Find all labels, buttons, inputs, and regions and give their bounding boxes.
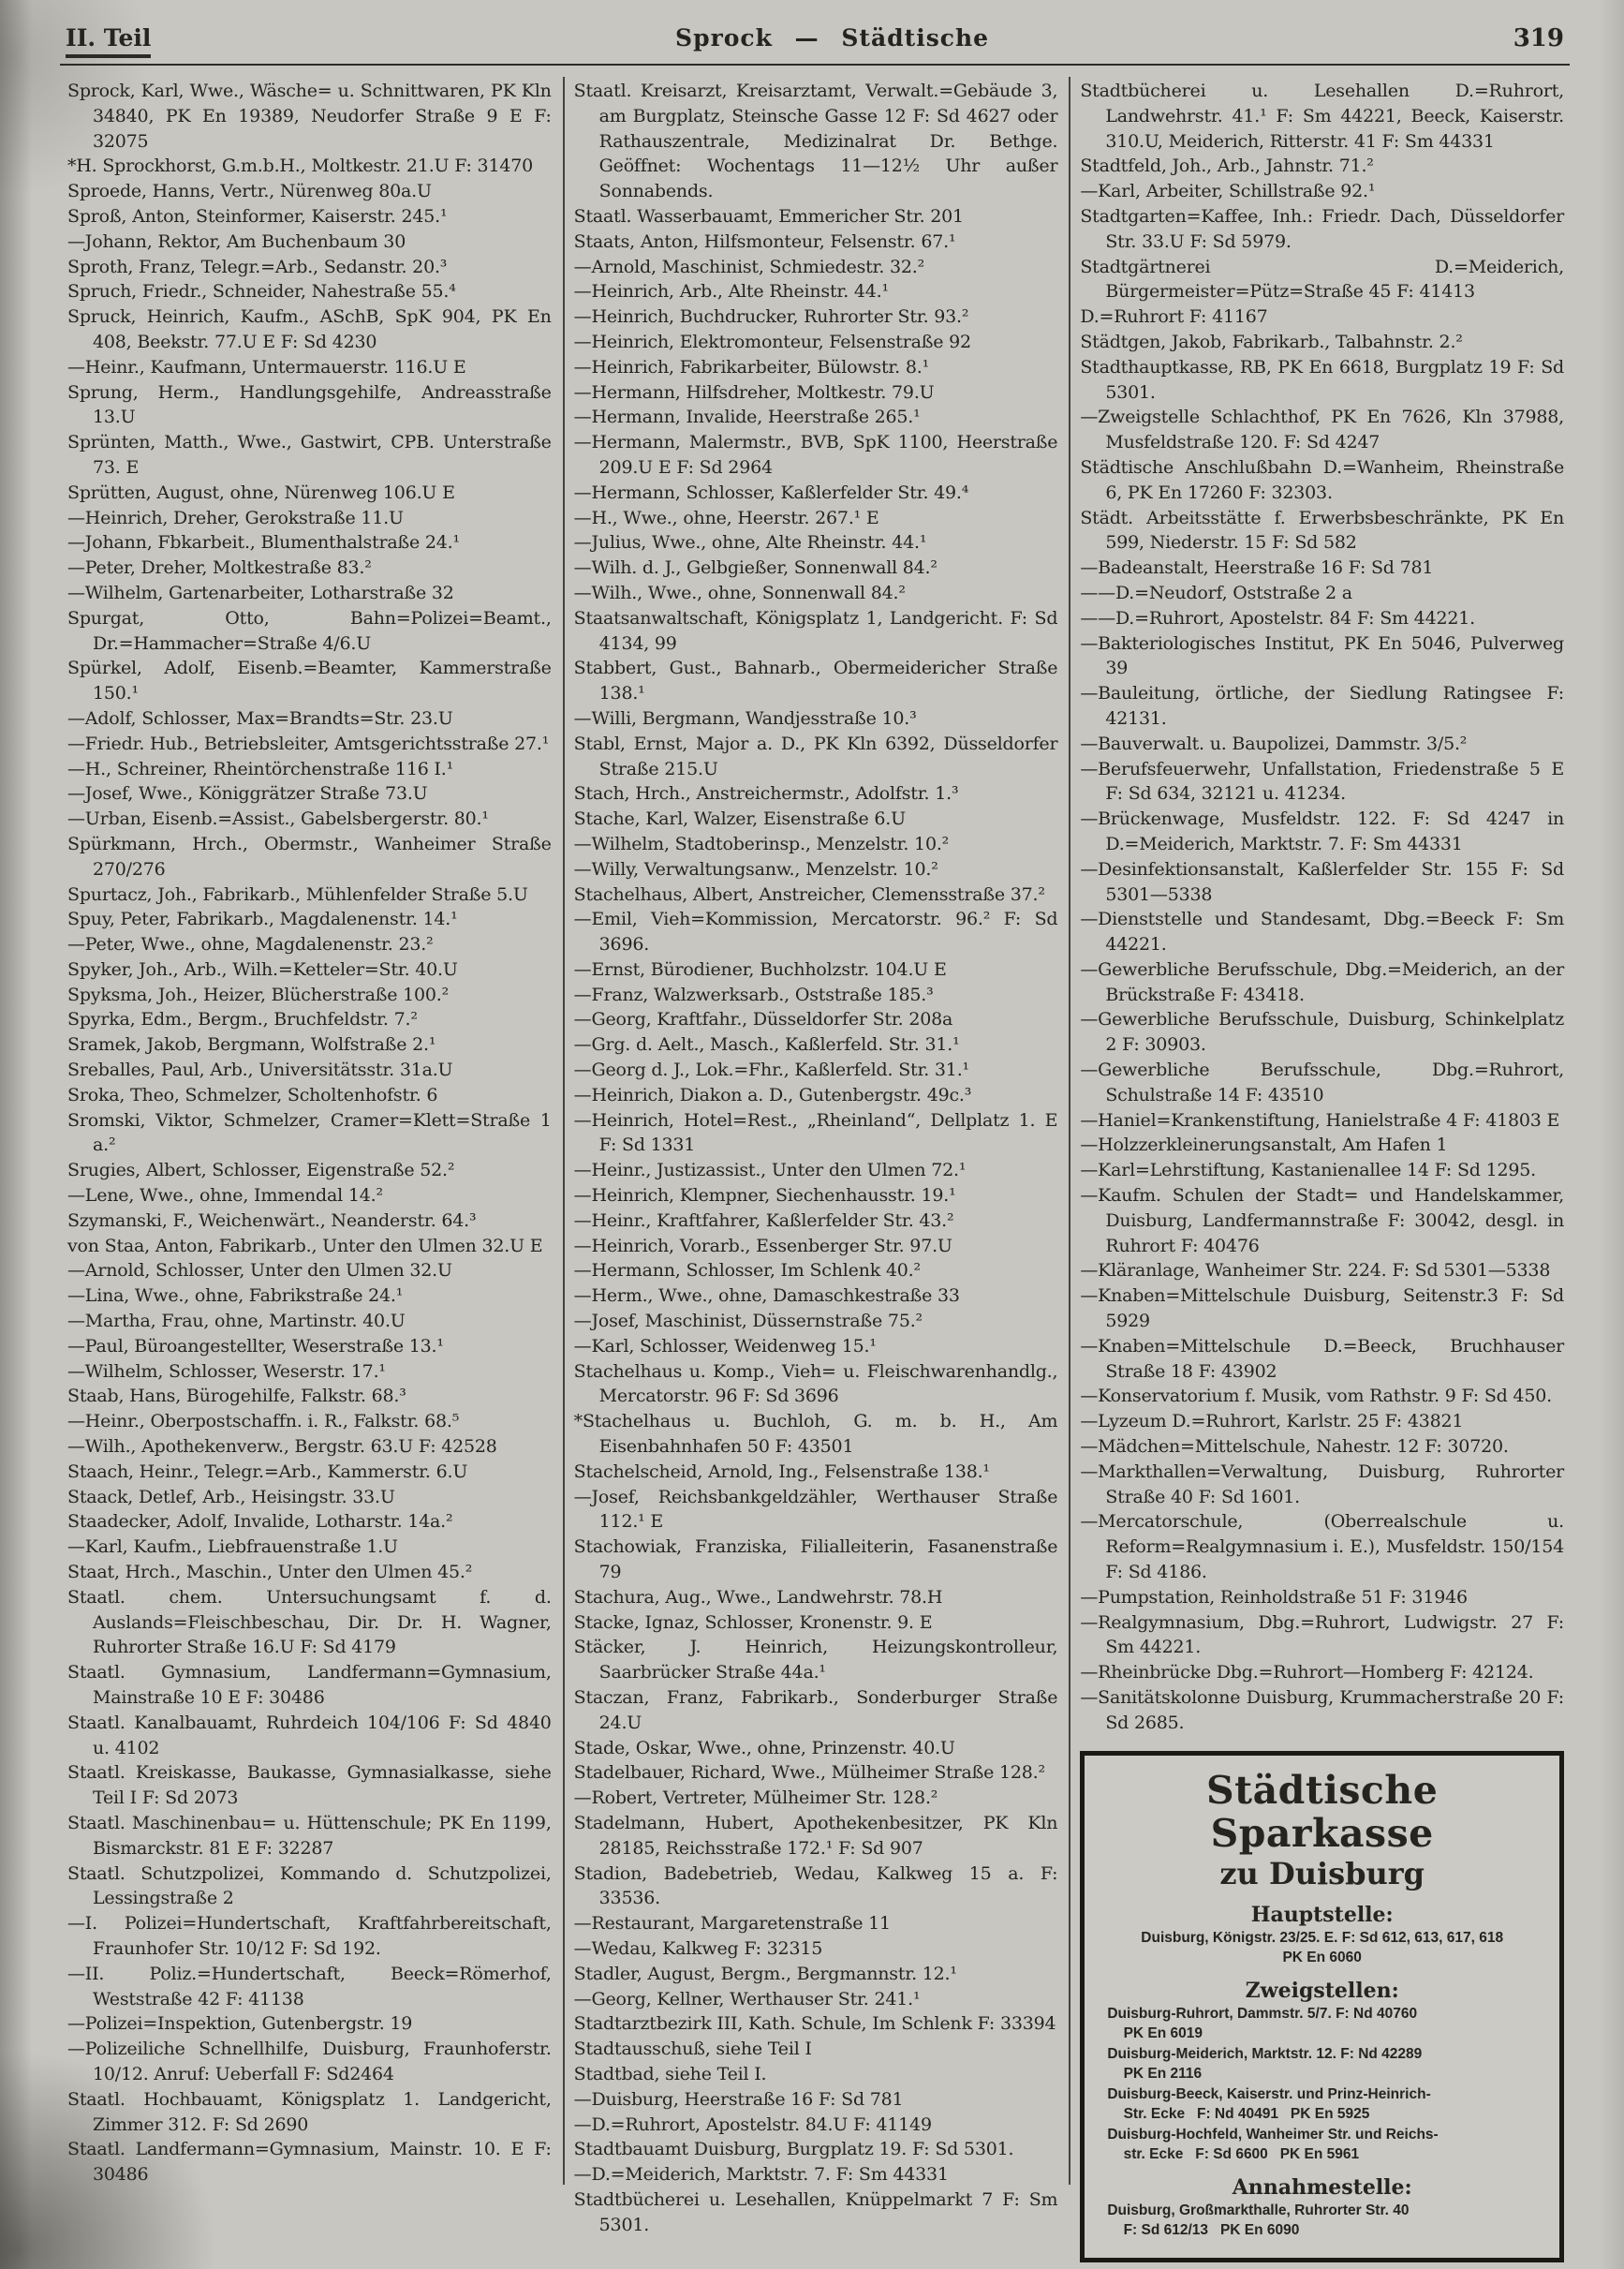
ad-line: Duisburg-Meiderich, Marktstr. 12. F: Nd 42289 xyxy=(1107,2045,1423,2062)
directory-entry: —Karl, Schlosser, Weidenweg 15.¹ xyxy=(573,1335,877,1357)
ad-group xyxy=(1098,1902,1546,1968)
directory-entry: Sreballes, Paul, Arb., Universitätsstr. 31a.U xyxy=(67,1060,453,1081)
directory-entry: —Hermann, Hilfsdreher, Moltkestr. 79.U xyxy=(573,381,935,403)
directory-entry: Stabbert, Gust., Bahnarb., Obermeidericher Straße 138.¹ xyxy=(573,658,1058,704)
directory-entry: Staatl. Wasserbauamt, Emmericher Str. 201 xyxy=(573,205,964,227)
directory-entry: —D.=Ruhrort, Apostelstr. 84.U F: 41149 xyxy=(573,2113,932,2135)
directory-entry: —Ernst, Bürodiener, Buchholzstr. 104.U E xyxy=(573,958,947,980)
directory-entry: Städtische Anschlußbahn D.=Wanheim, Rheinstraße 6, PK En 17260 F: 32303. xyxy=(1080,456,1565,503)
directory-entry: Staatl. Maschinenbau= u. Hüttenschule; PK En 1199, Bismarckstr. 81 E F: 32287 xyxy=(67,1812,552,1859)
directory-entry: Stadtgarten=Kaffee, Inh.: Friedr. Dach, Düsseldorfer Str. 33.U F: Sd 5979. xyxy=(1080,205,1565,252)
directory-entry: Stachelhaus, Albert, Anstreicher, Clemensstraße 37.² xyxy=(573,883,1045,905)
directory-entry: —Robert, Vertreter, Mülheimer Str. 128.² xyxy=(573,1787,938,1809)
directory-entry: —Gewerbliche Berufsschule, Duisburg, Schinkelplatz 2 F: 30903. xyxy=(1080,1009,1565,1056)
directory-entry: Stadtfeld, Joh., Arb., Jahnstr. 71.² xyxy=(1080,156,1374,177)
directory-entry: —Arnold, Schlosser, Unter den Ulmen 32.U xyxy=(67,1260,452,1282)
part-label: II. Teil xyxy=(66,24,151,58)
directory-entry: Stache, Karl, Walzer, Eisenstraße 6.U xyxy=(573,808,906,830)
directory-entry: —Paul, Büroangestellter, Weserstraße 13.¹ xyxy=(67,1335,444,1357)
directory-entry: Stade, Oskar, Wwe., ohne, Prinzenstr. 40.U xyxy=(573,1737,955,1758)
directory-entry: Sproth, Franz, Telegr.=Arb., Sedanstr. 20.³ xyxy=(67,256,448,277)
page-number: 319 xyxy=(1513,24,1564,52)
directory-entry: Stach, Hrch., Anstreichermstr., Adolfstr. 1.³ xyxy=(573,783,959,805)
directory-columns xyxy=(0,66,1624,2239)
directory-entry: —H., Schreiner, Rheintörchenstraße 116 I.¹ xyxy=(67,758,453,779)
directory-entry: —Arnold, Maschinist, Schmiedestr. 32.² xyxy=(573,256,925,277)
directory-entry: —Wilhelm, Schlosser, Weserstr. 17.¹ xyxy=(67,1360,386,1382)
directory-entry: Spürkmann, Hrch., Obermstr., Wanheimer Straße 270/276 xyxy=(67,833,552,880)
directory-entry: —Karl=Lehrstiftung, Kastanienallee 14 F: Sd 1295. xyxy=(1080,1160,1536,1181)
column-3 xyxy=(1070,75,1575,2239)
directory-entry: Stadtbad, siehe Teil I. xyxy=(573,2063,767,2084)
directory-entry: —Josef, Wwe., Königgrätzer Straße 73.U xyxy=(67,783,428,805)
directory-entry: Spyker, Joh., Arb., Wilh.=Ketteler=Str. 40.U xyxy=(67,958,458,980)
directory-entry: —Heinr., Kaufmann, Untermauerstr. 116.U E xyxy=(67,356,466,378)
directory-entry: ——D.=Ruhrort, Apostelstr. 84 F: Sm 44221. xyxy=(1080,607,1475,629)
directory-entry: Sprung, Herm., Handlungsgehilfe, Andreasstraße 13.U xyxy=(67,381,552,428)
ad-line: PK En 6019 xyxy=(1107,2025,1203,2042)
directory-entry: —Polizei=Inspektion, Gutenbergstr. 19 xyxy=(67,2013,413,2035)
directory-entry: —Wedau, Kalkweg F: 32315 xyxy=(573,1937,823,1959)
directory-entry: —Franz, Walzwerksarb., Oststraße 185.³ xyxy=(573,984,934,1005)
ad-group xyxy=(1098,2174,1546,2241)
directory-entry: —Lina, Wwe., ohne, Fabrikstraße 24.¹ xyxy=(67,1285,404,1307)
directory-entry: —Brückenwage, Musfeldstr. 122. F: Sd 4247 in D.=Meiderich, Marktstr. 7. F: Sm 44331 xyxy=(1080,808,1565,854)
directory-entry: —Heinrich, Vorarb., Essenberger Str. 97.U xyxy=(573,1235,952,1256)
directory-entry: Spruck, Heinrich, Kaufm., ASchB, SpK 904, PK En 408, Beekstr. 77.U E F: Sd 4230 xyxy=(67,306,552,352)
directory-entry: Spuy, Peter, Fabrikarb., Magdalenenstr. 14.¹ xyxy=(67,909,458,930)
directory-entry: —I. Polizei=Hundertschaft, Kraftfahrbereitschaft, Fraunhofer Str. 10/12 F: Sd 192. xyxy=(67,1913,552,1959)
directory-entry: —Polizeiliche Schnellhilfe, Duisburg, Fraunhoferstr. 10/12. Anruf: Ueberfall F: Sd2464 xyxy=(67,2039,552,2084)
running-title: Sprock — Städtische xyxy=(675,24,990,52)
directory-entry: —Urban, Eisenb.=Assist., Gabelsbergerstr. 80.¹ xyxy=(67,808,489,830)
directory-entry: Sproß, Anton, Steinformer, Kaiserstr. 245.¹ xyxy=(67,205,448,227)
ad-line: F: Sd 612/13 PK En 6090 xyxy=(1107,2222,1300,2239)
directory-entry: Staatl. Landfermann=Gymnasium, Mainstr. 10. E F: 30486 xyxy=(67,2139,552,2186)
column-1 xyxy=(58,75,563,2185)
directory-entry: —Pumpstation, Reinholdstraße 51 F: 31946 xyxy=(1080,1586,1468,1608)
directory-entry: —Bakteriologisches Institut, PK En 5046, Pulverweg 39 xyxy=(1080,632,1565,679)
directory-entry: Staatl. Gymnasium, Landfermann=Gymnasium, Mainstraße 10 E F: 30486 xyxy=(67,1662,552,1708)
directory-entry: —Dienststelle und Standesamt, Dbg.=Beeck F: Sm 44221. xyxy=(1080,909,1565,956)
directory-entry: Stacke, Ignaz, Schlosser, Kronenstr. 9. E xyxy=(573,1611,933,1633)
directory-entry: Stadtarztbezirk III, Kath. Schule, Im Schlenk F: 33394 xyxy=(573,2013,1056,2035)
directory-entry: —Peter, Wwe., ohne, Magdalenenstr. 23.² xyxy=(67,934,434,956)
directory-entry: Szymanski, F., Weichenwärt., Neanderstr. 64.³ xyxy=(67,1209,477,1231)
directory-entry: —Hermann, Schlosser, Kaßlerfelder Str. 49.⁴ xyxy=(573,482,969,503)
directory-entry: —Josef, Maschinist, Düssernstraße 75.² xyxy=(573,1311,923,1332)
directory-entry: Stadtbücherei u. Lesehallen, Knüppelmarkt 7 F: Sm 5301. xyxy=(573,2188,1058,2235)
directory-entry: —Heinrich, Klempner, Siechenhausstr. 19.¹ xyxy=(573,1185,956,1207)
directory-entry: Städt. Arbeitsstätte f. Erwerbsbeschränkte, PK En 599, Niederstr. 15 F: Sd 582 xyxy=(1080,507,1565,554)
directory-entry: Stadtgärtnerei D.=Meiderich, Bürgermeister=Pütz=Straße 45 F: 41413 xyxy=(1080,256,1565,303)
ad-line: Duisburg-Hochfeld, Wanheimer Str. und Reichs- xyxy=(1107,2126,1439,2143)
directory-entry: Sprütten, August, ohne, Nürenweg 106.U E xyxy=(67,482,455,503)
directory-entry: Spyrka, Edm., Bergm., Bruchfeldstr. 7.² xyxy=(67,1009,418,1031)
ad-title: Städtische Sparkasse xyxy=(1206,1767,1439,1856)
directory-entry: D.=Ruhrort F: 41167 xyxy=(1080,306,1268,328)
ad-group xyxy=(1098,1978,1546,2165)
directory-entry: Staatl. Kreisarzt, Kreisarztamt, Verwalt.=Gebäude 3, am Burgplatz, Steinsche Gasse 12 F: Sd 4627 oder Rathauszentrale, Medizinalrat Dr. Bethge. Geöffnet: Wochentags 11—12½ Uhr außer Sonnabends. xyxy=(573,81,1058,202)
ad-line: Duisburg, Großmarkthalle, Ruhrorter Str. 40 xyxy=(1107,2202,1410,2218)
directory-entry: Staatl. chem. Untersuchungsamt f. d. Auslands=Fleischbeschau, Dir. Dr. H. Wagner, Ruhrorter Straße 16.U F: Sd 4179 xyxy=(67,1586,552,1658)
directory-entry: Spruch, Friedr., Schneider, Nahestraße 55.⁴ xyxy=(67,281,456,303)
directory-entry: —Georg d. J., Lok.=Fhr., Kaßlerfeld. Str. 31.¹ xyxy=(573,1060,969,1081)
directory-entry: —Zweigstelle Schlachthof, PK En 7626, Kln 37988, Musfeldstraße 120. F: Sd 4247 xyxy=(1080,407,1565,453)
directory-entry: Stachelhaus u. Komp., Vieh= u. Fleischwarenhandlg., Mercatorstr. 96 F: Sd 3696 xyxy=(573,1360,1058,1407)
directory-entry: Stachelscheid, Arnold, Ing., Felsenstraße 138.¹ xyxy=(573,1461,990,1482)
directory-entry: —Wilh., Apothekenverw., Bergstr. 63.U F: 42528 xyxy=(67,1436,497,1458)
directory-entry: Staat, Hrch., Maschin., Unter den Ulmen 45.² xyxy=(67,1562,473,1583)
directory-entry: —Heinrich, Elektromonteur, Felsenstraße 92 xyxy=(573,331,971,352)
directory-entry: —Hermann, Malermstr., BVB, SpK 1100, Heerstraße 209.U E F: Sd 2964 xyxy=(573,432,1058,478)
directory-entry: Sprünten, Matth., Wwe., Gastwirt, CPB. Unterstraße 73. E xyxy=(67,432,552,478)
directory-entry: Stadler, August, Bergm., Bergmannstr. 12.¹ xyxy=(573,1963,957,1984)
directory-entry: —Badeanstalt, Heerstraße 16 F: Sd 781 xyxy=(1080,557,1434,579)
directory-entry: Stadion, Badebetrieb, Wedau, Kalkweg 15 a. F: 33536. xyxy=(573,1862,1058,1909)
directory-entry: —Adolf, Schlosser, Max=Brandts=Str. 23.U xyxy=(67,707,453,729)
directory-entry: von Staa, Anton, Fabrikarb., Unter den Ulmen 32.U E xyxy=(67,1235,543,1256)
directory-entry: —Mercatorschule, (Oberrealschule u. Reform=Realgymnasium i. E.), Musfeldstr. 150/154 F: Sd 4186. xyxy=(1080,1511,1565,1583)
directory-entry: —II. Poliz.=Hundertschaft, Beeck=Römerhof, Weststraße 42 F: 41138 xyxy=(67,1963,552,2009)
directory-entry: —Heinrich, Dreher, Gerokstraße 11.U xyxy=(67,507,404,528)
directory-entry: —Martha, Frau, ohne, Martinstr. 40.U xyxy=(67,1311,406,1332)
directory-entry: —Karl, Kaufm., Liebfrauenstraße 1.U xyxy=(67,1536,398,1558)
directory-entry: Staach, Heinr., Telegr.=Arb., Kammerstr. 6.U xyxy=(67,1461,468,1482)
directory-entry: Stadtbücherei u. Lesehallen D.=Ruhrort, Landwehrstr. 41.¹ F: Sm 44221, Beeck, Kaiserstr. 310.U, Meiderich, Ritterstr. 41 F: Sm 44331 xyxy=(1080,81,1565,152)
directory-entry: Staatl. Kreiskasse, Baukasse, Gymnasialkasse, siehe Teil I F: Sd 2073 xyxy=(67,1762,552,1809)
directory-entry: Stadtausschuß, siehe Teil I xyxy=(573,2039,812,2060)
ad-line: Duisburg, Königstr. 23/25. E. F: Sd 612, 613, 617, 618 xyxy=(1141,1929,1504,1946)
directory-entry: —D.=Meiderich, Marktstr. 7. F: Sm 44331 xyxy=(573,2164,949,2186)
directory-entry: Stäcker, J. Heinrich, Heizungskontrolleur, Saarbrücker Straße 44a.¹ xyxy=(573,1637,1058,1683)
directory-entry: —Johann, Rektor, Am Buchenbaum 30 xyxy=(67,230,406,252)
directory-entry: Spyksma, Joh., Heizer, Blücherstraße 100.² xyxy=(67,984,450,1005)
directory-entry: Stadelmann, Hubert, Apothekenbesitzer, PK Kln 28185, Reichsstraße 172.¹ F: Sd 907 xyxy=(573,1812,1058,1859)
directory-entry: —Knaben=Mittelschule Duisburg, Seitenstr.3 F: Sd 5929 xyxy=(1080,1285,1565,1332)
page-header xyxy=(0,0,1624,64)
directory-entry: Stabl, Ernst, Major a. D., PK Kln 6392, Düsseldorfer Straße 215.U xyxy=(573,733,1058,779)
directory-entry: —H., Wwe., ohne, Heerstr. 267.¹ E xyxy=(573,507,879,528)
directory-entry: —Heinr., Kraftfahrer, Kaßlerfelder Str. 43.² xyxy=(573,1209,954,1231)
directory-entry: Staczan, Franz, Fabrikarb., Sonderburger Straße 24.U xyxy=(573,1687,1058,1733)
directory-entry: Sromski, Viktor, Schmelzer, Cramer=Klett=Straße 1 a.² xyxy=(67,1109,552,1156)
directory-entry: Sprock, Karl, Wwe., Wäsche= u. Schnittwaren, PK Kln 34840, PK En 19389, Neudorfer Straße 9 E F: 32075 xyxy=(67,81,552,152)
directory-entry: Staatl. Schutzpolizei, Kommando d. Schutzpolizei, Lessingstraße 2 xyxy=(67,1862,552,1909)
directory-entry: —Georg, Kellner, Werthauser Str. 241.¹ xyxy=(573,1988,921,2009)
directory-entry: —Wilhelm, Stadtoberinsp., Menzelstr. 10.² xyxy=(573,833,950,854)
directory-entry: Srugies, Albert, Schlosser, Eigenstraße 52.² xyxy=(67,1160,455,1181)
directory-entry: —Peter, Dreher, Moltkestraße 83.² xyxy=(67,557,372,579)
directory-entry: —Realgymnasium, Dbg.=Ruhrort, Ludwigstr. 27 F: Sm 44221. xyxy=(1080,1611,1565,1658)
directory-entry: —Heinrich, Arb., Alte Rheinstr. 44.¹ xyxy=(573,281,889,303)
directory-entry: —Friedr. Hub., Betriebsleiter, Amtsgerichtsstraße 27.¹ xyxy=(67,733,550,754)
directory-entry: —Sanitätskolonne Duisburg, Krummacherstraße 20 F: Sd 2685. xyxy=(1080,1687,1565,1733)
directory-entry: —Mädchen=Mittelschule, Nahestr. 12 F: 30720. xyxy=(1080,1436,1509,1458)
directory-entry: Sroka, Theo, Schmelzer, Scholtenhofstr. 6 xyxy=(67,1084,438,1105)
directory-entry: Staadecker, Adolf, Invalide, Lotharstr. 14a.² xyxy=(67,1511,453,1533)
directory-entry: —Heinrich, Fabrikarbeiter, Bülowstr. 8.¹ xyxy=(573,356,930,378)
directory-entry: Stadtbauamt Duisburg, Burgplatz 19. F: Sd 5301. xyxy=(573,2139,1014,2160)
directory-entry: —Emil, Vieh=Kommission, Mercatorstr. 96.² F: Sd 3696. xyxy=(573,909,1058,956)
directory-entry: —Lene, Wwe., ohne, Immendal 14.² xyxy=(67,1185,383,1207)
directory-entry: Spurgat, Otto, Bahn=Polizei=Beamt., Dr.=Hammacher=Straße 4/6.U xyxy=(67,607,552,654)
directory-entry: —Heinrich, Diakon a. D., Gutenbergstr. 49c.³ xyxy=(573,1084,972,1105)
directory-entry: —Knaben=Mittelschule D.=Beeck, Bruchhauser Straße 18 F: 43902 xyxy=(1080,1335,1565,1382)
directory-entry: Spurtacz, Joh., Fabrikarb., Mühlenfelder Straße 5.U xyxy=(67,883,528,905)
directory-entry: —Desinfektionsanstalt, Kaßlerfelder Str. 155 F: Sd 5301—5338 xyxy=(1080,858,1565,905)
ad-subtitle: zu Duisburg xyxy=(1219,1855,1425,1891)
ad-group-label: Hauptstelle: xyxy=(1250,1902,1394,1927)
directory-entry: *Stachelhaus u. Buchloh, G. m. b. H., Am Eisenbahnhafen 50 F: 43501 xyxy=(573,1411,1058,1458)
directory-entry: —Markthallen=Verwaltung, Duisburg, Ruhrorter Straße 40 F: Sd 1601. xyxy=(1080,1461,1565,1507)
directory-entry: Staats, Anton, Hilfsmonteur, Felsenstr. 67.¹ xyxy=(573,230,956,252)
ad-line: Duisburg-Ruhrort, Dammstr. 5/7. F: Nd 40760 xyxy=(1107,2005,1418,2022)
directory-entry: —Kläranlage, Wanheimer Str. 224. F: Sd 5301—5338 xyxy=(1080,1260,1551,1282)
directory-entry: *H. Sprockhorst, G.m.b.H., Moltkestr. 21.U F: 31470 xyxy=(67,156,533,177)
directory-entry: —Julius, Wwe., ohne, Alte Rheinstr. 44.¹ xyxy=(573,532,927,554)
directory-entry: —Holzzerkleinerungsanstalt, Am Hafen 1 xyxy=(1080,1134,1448,1156)
directory-entry: —Heinrich, Hotel=Rest., „Rheinland“, Dellplatz 1. E F: Sd 1331 xyxy=(573,1109,1058,1156)
directory-entry: —Grg. d. Aelt., Masch., Kaßlerfeld. Str. 31.¹ xyxy=(573,1034,960,1056)
directory-entry: —Gewerbliche Berufsschule, Dbg.=Meiderich, an der Brückstraße F: 43418. xyxy=(1080,958,1565,1005)
directory-entry: —Bauleitung, örtliche, der Siedlung Ratingsee F: 42131. xyxy=(1080,683,1565,729)
ad-group-label: Annahmestelle: xyxy=(1232,2174,1412,2200)
ad-line: PK En 2116 xyxy=(1107,2066,1203,2083)
directory-entry: —Bauverwalt. u. Baupolizei, Dammstr. 3/5.² xyxy=(1080,733,1468,754)
column-2-entries xyxy=(574,79,1058,2238)
directory-entry: —Georg, Kraftfahr., Düsseldorfer Str. 208a xyxy=(573,1009,953,1031)
directory-entry: —Gewerbliche Berufsschule, Dbg.=Ruhrort, Schulstraße 14 F: 43510 xyxy=(1080,1060,1565,1105)
directory-entry: Stadelbauer, Richard, Wwe., Mülheimer Straße 128.² xyxy=(573,1762,1045,1784)
directory-entry: —Berufsfeuerwehr, Unfallstation, Friedenstraße 5 E F: Sd 634, 32121 u. 41234. xyxy=(1080,758,1565,805)
directory-entry: —Lyzeum D.=Ruhrort, Karlstr. 25 F: 43821 xyxy=(1080,1411,1464,1432)
directory-entry: —Wilh., Wwe., ohne, Sonnenwall 84.² xyxy=(573,582,906,603)
directory-entry: —Restaurant, Margaretenstraße 11 xyxy=(573,1913,891,1935)
directory-entry: —Hermann, Invalide, Heerstraße 265.¹ xyxy=(573,407,921,428)
column-1-entries xyxy=(67,79,552,2187)
directory-entry: —Heinrich, Buchdrucker, Ruhrorter Str. 93.² xyxy=(573,306,969,328)
directory-entry: —Rheinbrücke Dbg.=Ruhrort—Homberg F: 42124. xyxy=(1080,1662,1534,1683)
directory-entry: Städtgen, Jakob, Fabrikarb., Talbahnstr. 2.² xyxy=(1080,331,1463,352)
directory-entry: —Kaufm. Schulen der Stadt= und Handelskammer, Duisburg, Landfermannstraße F: 30042, desgl. in Ruhrort F: 40476 xyxy=(1080,1185,1565,1256)
directory-entry: Staack, Detlef, Arb., Heisingstr. 33.U xyxy=(67,1486,395,1507)
directory-entry: Staatsanwaltschaft, Königsplatz 1, Landgericht. F: Sd 4134, 99 xyxy=(573,607,1058,654)
directory-entry: —Willy, Verwaltungsanw., Menzelstr. 10.² xyxy=(573,858,938,880)
directory-entry: —Karl, Arbeiter, Schillstraße 92.¹ xyxy=(1080,181,1376,202)
directory-entry: —Johann, Fbkarbeit., Blumenthalstraße 24.¹ xyxy=(67,532,460,554)
ad-line: Duisburg-Beeck, Kaiserstr. und Prinz-Heinrich- xyxy=(1107,2085,1431,2102)
ad-line: str. Ecke F: Sd 6600 PK En 5961 xyxy=(1107,2146,1360,2163)
directory-entry: Stachura, Aug., Wwe., Landwehrstr. 78.H xyxy=(573,1586,943,1608)
ad-line: Str. Ecke F: Nd 40491 PK En 5925 xyxy=(1107,2106,1370,2123)
directory-entry: —Herm., Wwe., ohne, Damaschkestraße 33 xyxy=(573,1285,960,1307)
directory-entry: —Duisburg, Heerstraße 16 F: Sd 781 xyxy=(573,2088,904,2110)
directory-entry: —Willi, Bergmann, Wandjesstraße 10.³ xyxy=(573,707,917,729)
column-3-entries xyxy=(1080,79,1564,1736)
directory-entry: Stadthauptkasse, RB, PK En 6618, Burgplatz 19 F: Sd 5301. xyxy=(1080,356,1565,403)
sparkasse-ad xyxy=(1080,1751,1564,2262)
directory-entry: —Konservatorium f. Musik, vom Rathstr. 9 F: Sd 450. xyxy=(1080,1386,1552,1407)
directory-entry: —Josef, Reichsbankgeldzähler, Werthauser Straße 112.¹ E xyxy=(573,1486,1058,1533)
ad-groups xyxy=(1098,1902,1546,2241)
directory-entry: —Wilh. d. J., Gelbgießer, Sonnenwall 84.² xyxy=(573,557,937,579)
directory-entry: Stachowiak, Franziska, Filialleiterin, Fasanenstraße 79 xyxy=(573,1536,1058,1583)
column-2 xyxy=(565,75,1070,2235)
directory-entry: —Heinr., Oberpostschaffn. i. R., Falkstr. 68.⁵ xyxy=(67,1411,460,1432)
ad-group-label: Zweigstellen: xyxy=(1245,1978,1399,2003)
directory-entry: Sproede, Hanns, Vertr., Nürenweg 80a.U xyxy=(67,181,432,202)
directory-entry: Staatl. Hochbauamt, Königsplatz 1. Landgericht, Zimmer 312. F: Sd 2690 xyxy=(67,2088,552,2135)
directory-entry: —Hermann, Schlosser, Im Schlenk 40.² xyxy=(573,1260,921,1282)
directory-entry: Sramek, Jakob, Bergmann, Wolfstraße 2.¹ xyxy=(67,1034,436,1056)
directory-entry: —Haniel=Krankenstiftung, Hanielstraße 4 F: 41803 E xyxy=(1080,1109,1560,1131)
directory-entry: Staab, Hans, Bürogehilfe, Falkstr. 68.³ xyxy=(67,1386,406,1407)
directory-entry: ——D.=Neudorf, Oststraße 2 a xyxy=(1080,582,1352,603)
ad-line: PK En 6060 xyxy=(1282,1950,1362,1966)
directory-entry: —Wilhelm, Gartenarbeiter, Lotharstraße 32 xyxy=(67,582,454,603)
directory-entry: Staatl. Kanalbauamt, Ruhrdeich 104/106 F: Sd 4840 u. 4102 xyxy=(67,1712,552,1758)
directory-entry: Spürkel, Adolf, Eisenb.=Beamter, Kammerstraße 150.¹ xyxy=(67,658,552,704)
directory-entry: —Heinr., Justizassist., Unter den Ulmen 72.¹ xyxy=(573,1160,967,1181)
